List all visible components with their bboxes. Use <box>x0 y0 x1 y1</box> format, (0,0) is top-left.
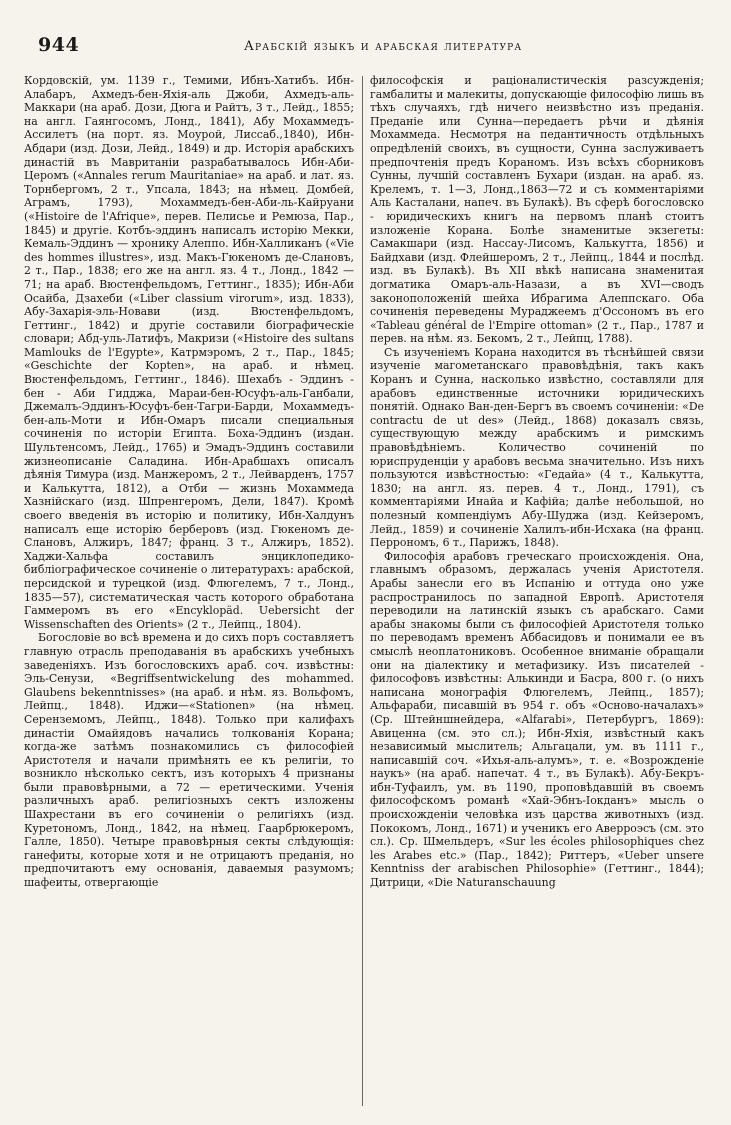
paragraph: Богословіе во всѣ времена и до сихъ поръ составляетъ главную отрасль преподаванія въ арабскихъ учебныхъ заведеніяхъ. Изъ богословскихъ араб. соч. извѣстны: Эль-Сенузи, «Begriffsentwickelung des mohammed. Glaubens bekenntnisses» (на араб. и нѣм. яз. Вольфомъ, Лейпц., 1848). Иджи—«Stationen» (на нѣмец. Серенземомъ, Лейпц., 1848). Только при калифахъ династіи Омайядовъ начались толкованія Корана; когда-же затѣмъ познакомились съ философіей Аристотеля и начали примѣнять ее къ религіи, то возникло нѣсколько сектъ, изъ которыхъ 4 признаны были правовѣрными, а 72 — еретическими. Ученія различныхъ араб. религіозныхъ сектъ изложены Шахрестани въ его сочиненіи о религіяхъ (изд. Куретономъ, Лонд., 1842, на нѣмец. Гаарбрюкеромъ, Галле, 1850). Четыре правовѣрныя секты слѣдующія: ганефиты, которые хотя и не отрицаютъ преданія, но предпочитаютъ ему основанія, даваемыя разумомъ; шафеиты, отвергающіе <box>24 631 354 890</box>
paragraph: Философія арабовъ греческаго происхожденія. Она, главнымъ образомъ, держалась ученія Аристотеля. Арабы занесли его въ Испанію и оттуда оно уже распространилось по западной Европѣ. Аристотеля переводили на латинскій языкъ съ арабскаго. Сами арабы знакомы были съ философіей Аристотеля только по переводамъ временъ Аббасидовъ и понимали ее въ смыслѣ неоплатониковъ. Особенное вниманіе обращали они на діалектику и метафизику. Изъ писателей - философовъ извѣстны: Алькинди и Басра, 800 г. (о нихъ написана монографія Флюгелемъ, Лейпц., 1857); Альфараби, писавшій въ 954 г. объ «Осново-началахъ» (Ср. Штейншнейдера, «Alfarabi», Петербургъ, 1869): Авиценна (см. это сл.); Ибн-Яхія, извѣстный какъ независимый мыслитель; Альгацали, ум. въ 1111 г., написавшій соч. «Ихья-аль-алумъ», т. е. «Возрожденіе наукъ» (на араб. напечат. 4 т., въ Булакѣ). Абу-Бекръ-ибн-Туфаилъ, ум. въ 1190, проповѣдавшій въ своемъ философскомъ романѣ «Хай-Эбнъ-Іокданъ» мысль о происхожденіи человѣка изъ царства животныхъ (изд. Пококомъ, Лонд., 1671) и ученикъ его Аверроэсъ (см. это сл.). Ср. Шмельдеръ, «Sur les écoles philosophiques chez les Arabes etc.» (Пар., 1842); Риттеръ, «Ueber unsere Kenntniss der arabischen Philosophie» (Геттинг., 1844); Дитрици, «Die Naturanschauung <box>370 549 704 890</box>
text-columns <box>24 74 708 1114</box>
paragraph: Съ изученіемъ Корана находится въ тѣснѣйшей связи изученіе магометанскаго правовѣдѣнія, такъ какъ Коранъ и Сунна, насколько извѣстно, составляли для арабовъ единственные источники юридическихъ понятій. Однако Ван-ден-Бергъ въ своемъ сочиненіи: «De contractu de ut des» (Лейд., 1868) доказалъ связь, существующую между арабскимъ и римскимъ правовѣдѣніемъ. Количество сочиненій по юриспруденціи у арабовъ весьма значительно. Изъ нихъ пользуются извѣстностью: «Гедайа» (4 т., Калькутта, 1830; на англ. яз. перев. 4 т., Лонд., 1791), съ комментаріями Инайа и Кафійа; далѣе небольшой, но полезный компендіумъ Абу-Шуджа (изд. Кейзеромъ, Лейд., 1859) и сочиненіе Халилъ-ибн-Исхака (на франц. Перрономъ, 6 т., Парижъ, 1848). <box>370 345 704 550</box>
paragraph: философскія и раціоналистическія разсужденія; гамбалиты и малекиты, допускающіе философію лишь въ тѣхъ случаяхъ, гдѣ ничего неизвѣстно изъ преданія. Преданіе или Сунна—передаетъ рѣчи и дѣянія Мохаммеда. Несмотря на педантичность отдѣльныхъ опредѣленій своихъ, въ сущности, Сунна заслуживаетъ предпочтенія предъ Кораномъ. Изъ всѣхъ сборниковъ Сунны, лучшій составленъ Бухари (издан. на араб. яз. Крелемъ, т. 1—3, Лонд.,1863—72 и съ комментаріями Аль Касталани, напеч. въ Булакѣ). Въ сферѣ богословско - юридическихъ книгъ на первомъ планѣ стоитъ изложеніе Корана. Болѣе знаменитые экзегеты: Самакшари (изд. Нассау-Лисомъ, Калькутта, 1856) и Байдхави (изд. Флейшеромъ, 2 т., Лейпц., 1844 и послѣд. изд. въ Булакѣ). Въ XII вѣкѣ написана знаменитая догматика Омаръ-аль-Назази, а въ XVI—сводъ законоположеній шейха Ибрагима Алеппскаго. Оба сочиненія переведены Мураджеемъ д'Оссономъ въ его «Tableau général de l'Empire ottoman» (2 т., Пар., 1787 и перев. на нѣм. яз. Бекомъ, 2 т., Лейпц, 1788). <box>370 74 704 346</box>
page-header <box>24 30 708 62</box>
running-title: Арабскій языкъ и арабская литература <box>244 39 523 54</box>
left-column <box>24 74 354 1114</box>
paragraph: Кордовскій, ум. 1139 г., Темими, Ибнъ-Хатибъ. Ибн-Алабаръ, Ахмедъ-бен-Яхія-аль Джоби, Ахмедъ-аль-Маккари (на араб. Дози, Дюга и Райтъ, 3 т., Лейд., 1855; на англ. Гаянгосомъ, Лонд., 1841), Абу Мохаммедъ-Ассилетъ (на порт. яз. Моурой, Лиссаб.,1840), Ибн-Абдари (изд. Дози, Лейд., 1849) и др. Исторія арабскихъ династій въ Мавританіи разрабатывалось Ибн-Аби-Церомъ («Annales rerum Mauritaniae» на араб. и лат. яз. Торнбергомъ, 2 т., Упсала, 1843; на нѣмец. Домбей, Аграмъ, 1793), Мохаммедъ-бен-Аби-ль-Кайруани («Histoire de l'Afrique», перев. Пелисье и Ремюза, Пар., 1845) и другіе. Котбъ-эддинъ написалъ исторію Мекки, Кемаль-Эддинъ — хронику Алеппо. Ибн-Халликанъ («Vie des hommes illustres», изд. Макъ-Гюкеномъ де-Слановъ, 2 т., Пар., 1838; его же на англ. яз. 4 т., Лонд., 1842 — 71; на араб. Вюстенфельдомъ, Геттинг., 1835); Ибн-Аби Осайба, Дзахеби («Liber classium virorum», изд. 1833), Абу-Захарія-эль-Новави (изд. Вюстенфельдомъ, Геттинг., 1842) и другіе составили біографическіе словари; Абд-уль-Латифъ, Макризи («Histoire des sultans Mamlouks de l'Egypte», Катрмэромъ, 2 т., Пар., 1845; «Geschichte der Kopten», на араб. и нѣмец. Вюстенфельдомъ, Геттинг., 1846). Шехабъ - Эддинъ - бен - Аби Гидджа, Мараи-бен-Юсуфъ-аль-Ганбали, Джемалъ-Эддинъ-Юсуфъ-бен-Тагри-Барди, Мохаммедъ-бен-аль-Моти и Ибн-Омаръ писали специальныя сочиненія по исторіи Египта. Боха-Эддинъ (издан. Шультенсомъ, Лейд., 1765) и Эмадъ-Эддинъ составили жизнеописаніе Саладина. Ибн-Арабшахъ описалъ дѣянія Тимура (изд. Манжеромъ, 2 т., Лейварденъ, 1757 и Калькутта, 1812), а Отби — жизнь Мохаммеда Хазнійскаго (изд. Шпренгеромъ, Дели, 1847). Кромѣ своего введенія въ исторію и политику, Ибн-Халдунъ написалъ еще исторію берберовъ (изд. Гюкеномъ де-Слановъ, Алжиръ, 1847; франц. 3 т., Алжиръ, 1852). Хаджи-Хальфа составилъ энциклопедико-библіографическое сочиненіе о литературахъ: арабской, персидской и турецкой (изд. Флюгелемъ, 7 т., Лонд., 1835—57), систематическая часть которого обработана Гаммеромъ въ его «Encyklopäd. Uebersicht der Wissenschaften des Orients» (2 т., Лейпц., 1804). <box>24 74 354 631</box>
column-divider <box>362 76 363 1106</box>
right-column <box>370 74 704 1114</box>
page-number: 944 <box>38 34 80 56</box>
